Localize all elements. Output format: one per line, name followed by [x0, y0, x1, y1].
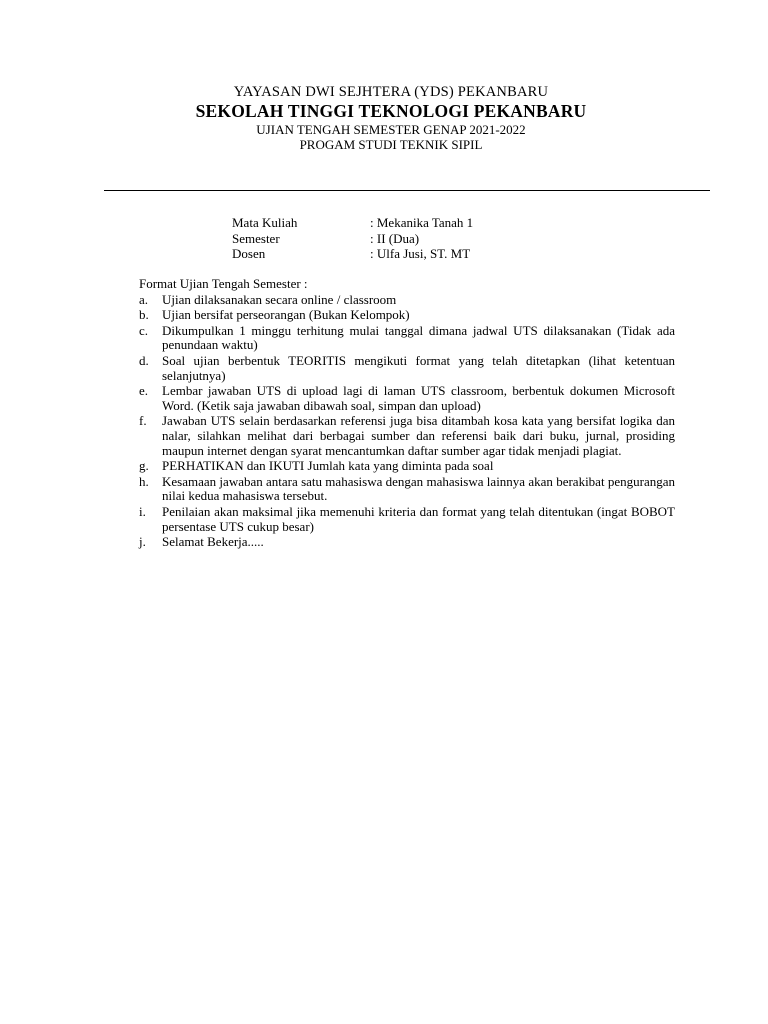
list-item [139, 354, 675, 383]
list-item [139, 324, 675, 353]
course-label: Mata Kuliah [232, 215, 298, 230]
list-item [139, 384, 675, 413]
list-item-letter: f. [139, 413, 147, 429]
semester-value: : II (Dua) [370, 230, 420, 246]
semester-info-row [232, 231, 473, 247]
list-item [139, 475, 675, 504]
list-item [139, 293, 675, 308]
list-item-letter: i. [139, 503, 146, 519]
list-item [139, 505, 675, 534]
course-info-row [232, 215, 473, 231]
list-item-text: Ujian bersifat perseorangan (Bukan Kelompok) [162, 307, 410, 323]
list-item [139, 414, 675, 458]
foundation-name: YAYASAN DWI SEJHTERA (YDS) PEKANBARU [233, 84, 549, 100]
lecturer-info-row [232, 246, 473, 262]
list-item-text: Dikumpulkan 1 minggu terhitung mulai tanggal dimana jadwal UTS dilaksanakan (Tidak ada penundaan waktu) [162, 322, 675, 353]
list-item-text: Soal ujian berbentuk TEORITIS mengikuti format yang telah ditetapkan (lihat ketentuan selanjutnya) [162, 352, 675, 383]
list-item-letter: j. [139, 534, 146, 550]
list-item-letter: b. [139, 307, 149, 323]
list-item-letter: c. [139, 322, 149, 338]
list-item-letter: e. [139, 383, 149, 399]
list-item-letter: a. [139, 291, 149, 307]
list-item-text: Jawaban UTS selain berdasarkan referensi juga bisa ditambah kosa kata yang bersifat logika dan nalar, silahkan melihat dari berbagai sumber dan referensi baik dari buku, jurnal, prosiding maupun internet dengan syarat mencantumkan daftar sumber agar tidak menjadi plagiat. [162, 413, 675, 458]
exam-title: UJIAN TENGAH SEMESTER GENAP 2021-2022 [256, 122, 526, 137]
list-item [139, 459, 675, 474]
list-item [139, 308, 675, 323]
list-item-text: Kesamaan jawaban antara satu mahasiswa dengan mahasiswa lainnya akan berakibat pengurangan nilai kedua mahasiswa tersebut. [162, 473, 675, 504]
semester-label: Semester [232, 230, 280, 246]
exam-format-section [139, 277, 675, 551]
format-title: Format Ujian Tengah Semester : [139, 276, 308, 291]
list-item-letter: h. [139, 473, 149, 489]
lecturer-label: Dosen [232, 246, 266, 261]
list-item [139, 535, 675, 550]
list-item-letter: d. [139, 352, 149, 368]
list-item-letter: g. [139, 458, 149, 474]
header-divider [104, 190, 710, 191]
list-item-text: Lembar jawaban UTS di upload lagi di laman UTS classroom, berbentuk dokumen Microsoft Word. (Ketik saja jawaban dibawah soal, simpan dan upload) [162, 383, 675, 413]
course-info [232, 215, 473, 262]
list-item-text: Penilaian akan maksimal jika memenuhi kriteria dan format yang telah ditentukan (ingat BOBOT persentase UTS cukup besar) [162, 503, 675, 534]
list-item-text: Ujian dilaksanakan secara online / classroom [162, 291, 397, 307]
list-item-text: PERHATIKAN dan IKUTI Jumlah kata yang diminta pada soal [162, 458, 494, 474]
list-item-text: Selamat Bekerja..... [162, 534, 264, 550]
document-header [0, 84, 768, 152]
study-program: PROGAM STUDI TEKNIK SIPIL [299, 137, 483, 152]
course-value: : Mekanika Tanah 1 [370, 215, 474, 230]
school-name: SEKOLAH TINGGI TEKNOLOGI PEKANBARU [195, 101, 587, 121]
lecturer-value: : Ulfa Jusi, ST. MT [370, 246, 471, 261]
